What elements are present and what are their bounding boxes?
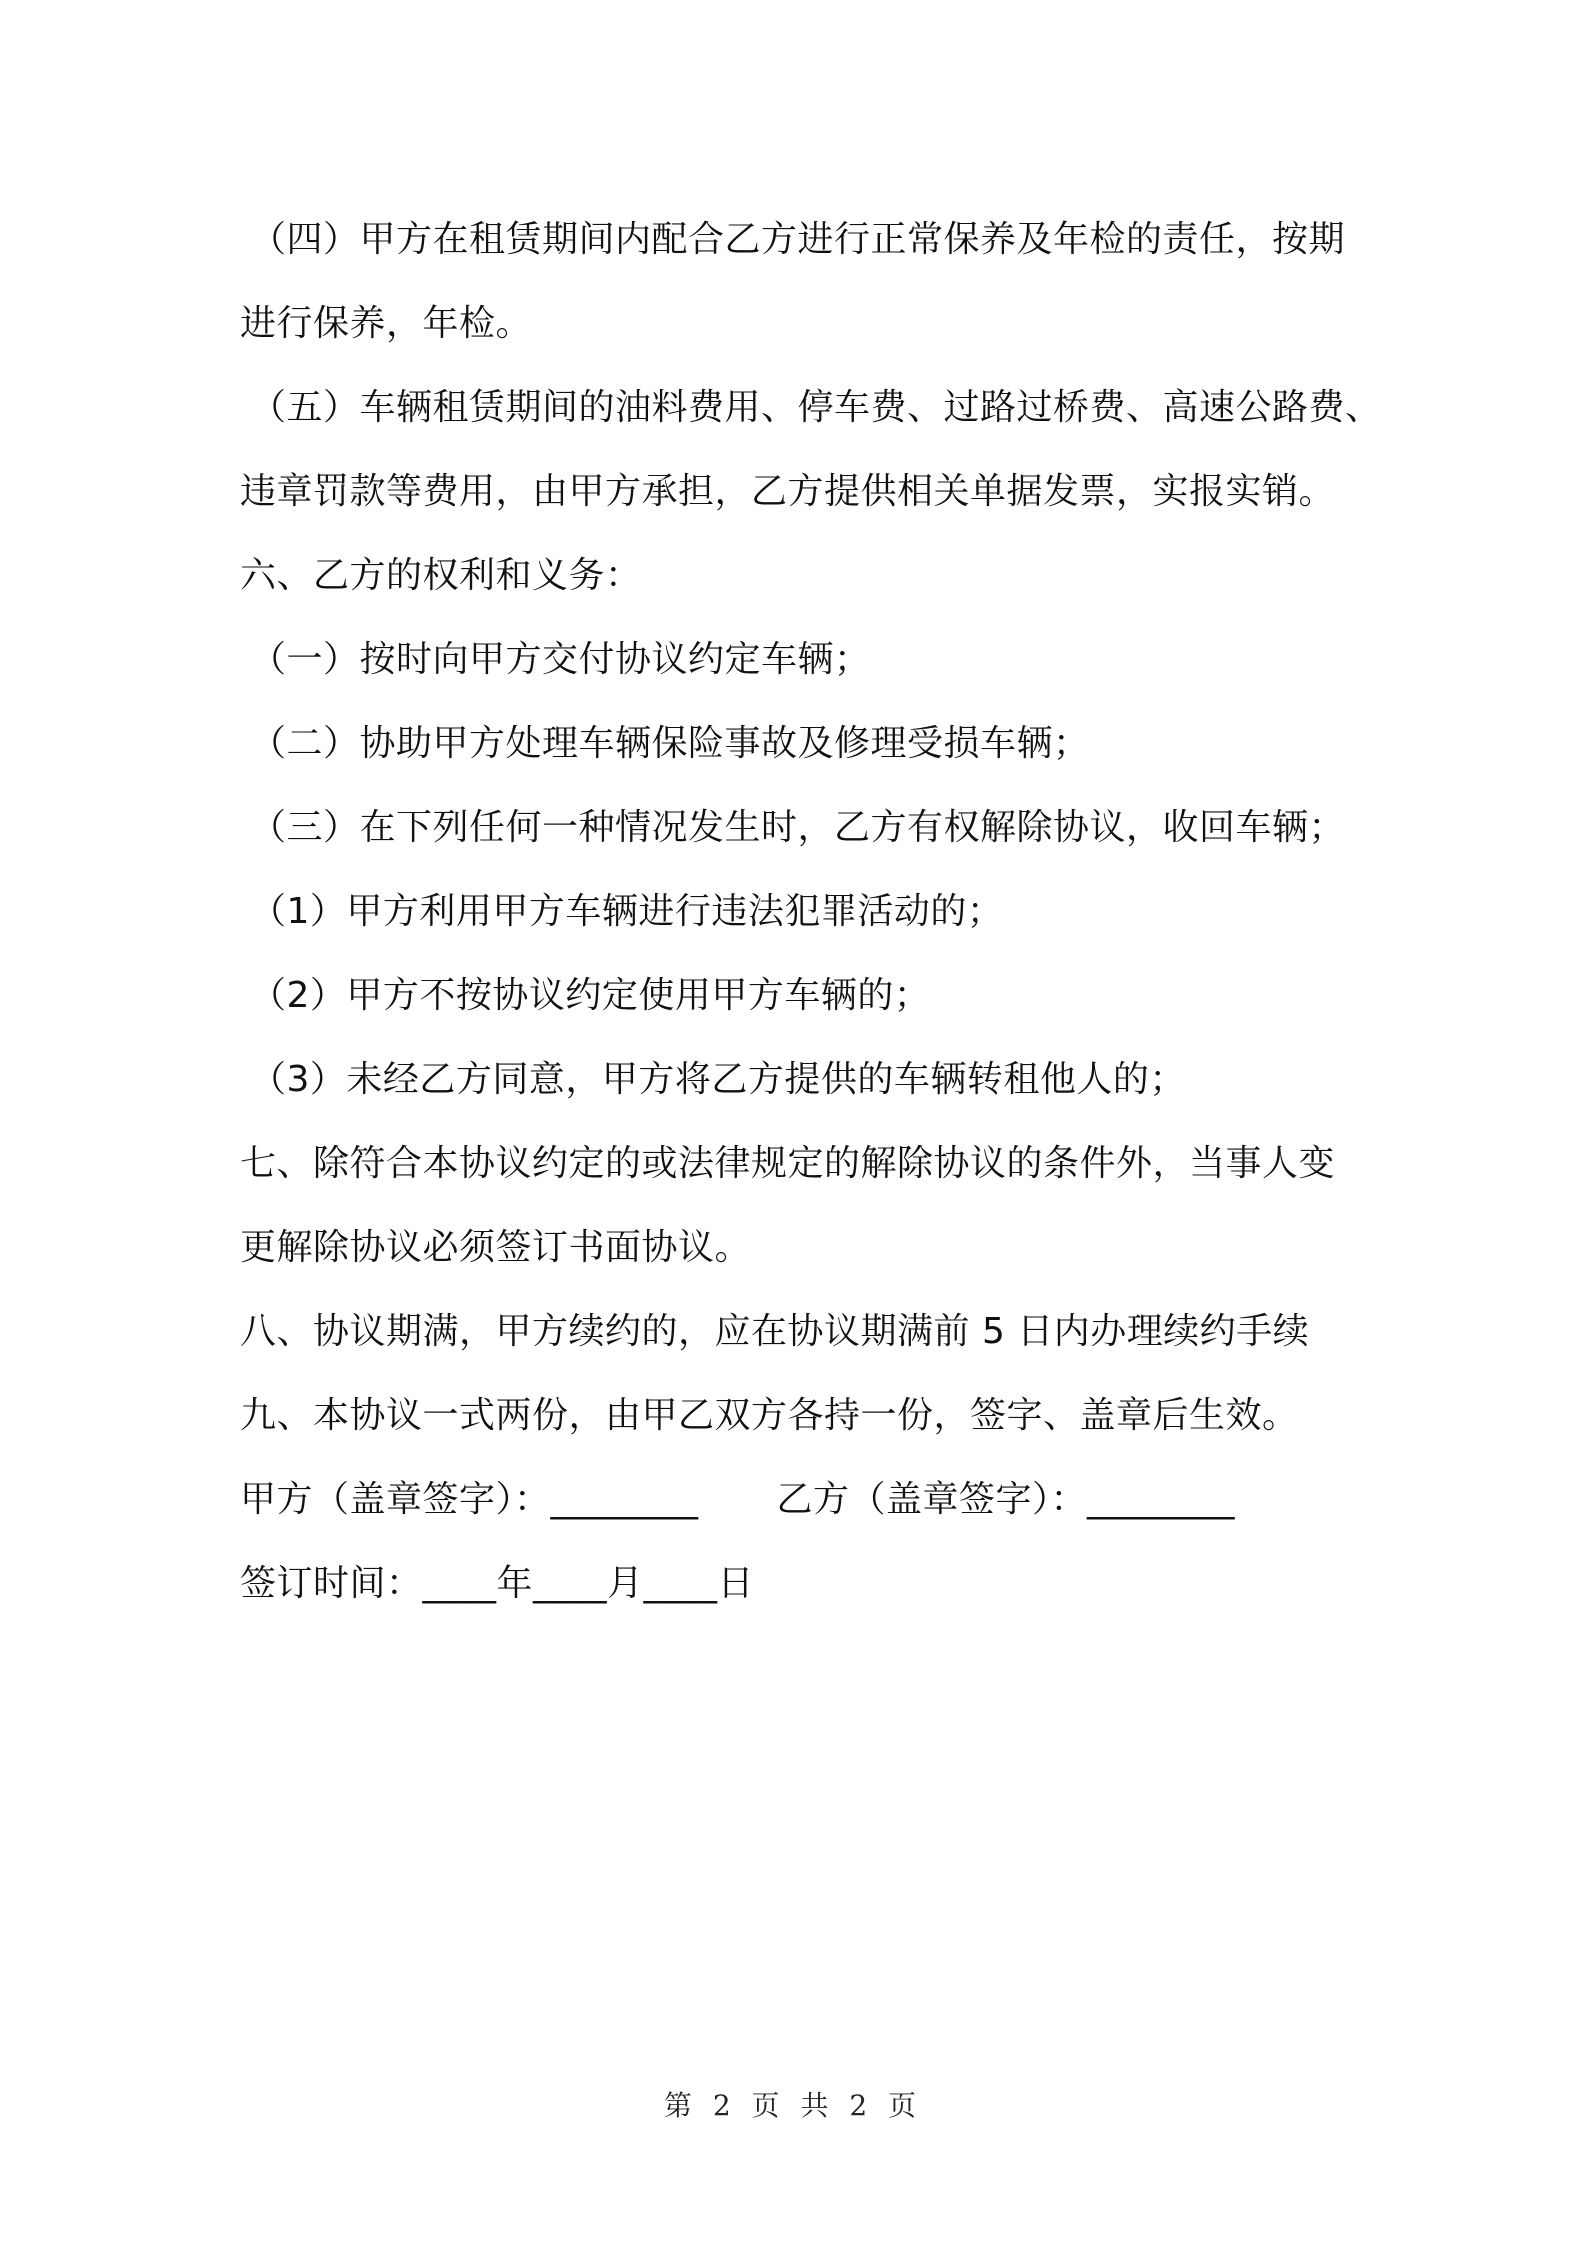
page-number-footer: 第 2 页 共 2 页: [663, 2089, 923, 2122]
section-7-line-1: 七、除符合本协议约定的或法律规定的解除协议的条件外，当事人变: [240, 1143, 1336, 1184]
document-body: [240, 198, 1382, 1626]
section-6-item-3: （三）在下列任何一种情况发生时，乙方有权解除协议，收回车辆；: [250, 807, 1346, 848]
section-9: 九、本协议一式两份，由甲乙双方各持一份，签字、盖章后生效。: [240, 1395, 1299, 1436]
section-6-subitem-2: （2）甲方不按协议约定使用甲方车辆的；: [250, 975, 931, 1016]
clause-4-line-1: （四）甲方在租赁期间内配合乙方进行正常保养及年检的责任，按期: [250, 219, 1346, 260]
clause-4-line-2: 进行保养，年检。: [240, 303, 533, 344]
party-a-signature: 甲方（盖章签字）：________: [240, 1479, 699, 1520]
clause-5-line-2: 违章罚款等费用，由甲方承担，乙方提供相关单据发票，实报实销。: [240, 471, 1336, 512]
section-6-subitem-1: （1）甲方利用甲方车辆进行违法犯罪活动的；: [250, 891, 1004, 932]
signature-row: [240, 1458, 1360, 1542]
section-7-line-2: 更解除协议必须签订书面协议。: [240, 1227, 752, 1268]
party-b-signature: 乙方（盖章签字）：________: [776, 1479, 1236, 1520]
section-6-heading: 六、乙方的权利和义务：: [240, 555, 642, 596]
section-8: 八、协议期满，甲方续约的，应在协议期满前 5 日内办理续约手续: [240, 1311, 1310, 1352]
section-6-item-2: （二）协助甲方处理车辆保险事故及修理受损车辆；: [250, 723, 1090, 764]
section-6-item-1: （一）按时向甲方交付协议约定车辆；: [250, 639, 871, 680]
section-6-subitem-3: （3）未经乙方同意，甲方将乙方提供的车辆转租他人的；: [250, 1059, 1186, 1100]
sign-date: 签订时间：____年____月____日: [240, 1563, 755, 1604]
clause-5-line-1: （五）车辆租赁期间的油料费用、停车费、过路过桥费、高速公路费、: [250, 387, 1382, 428]
